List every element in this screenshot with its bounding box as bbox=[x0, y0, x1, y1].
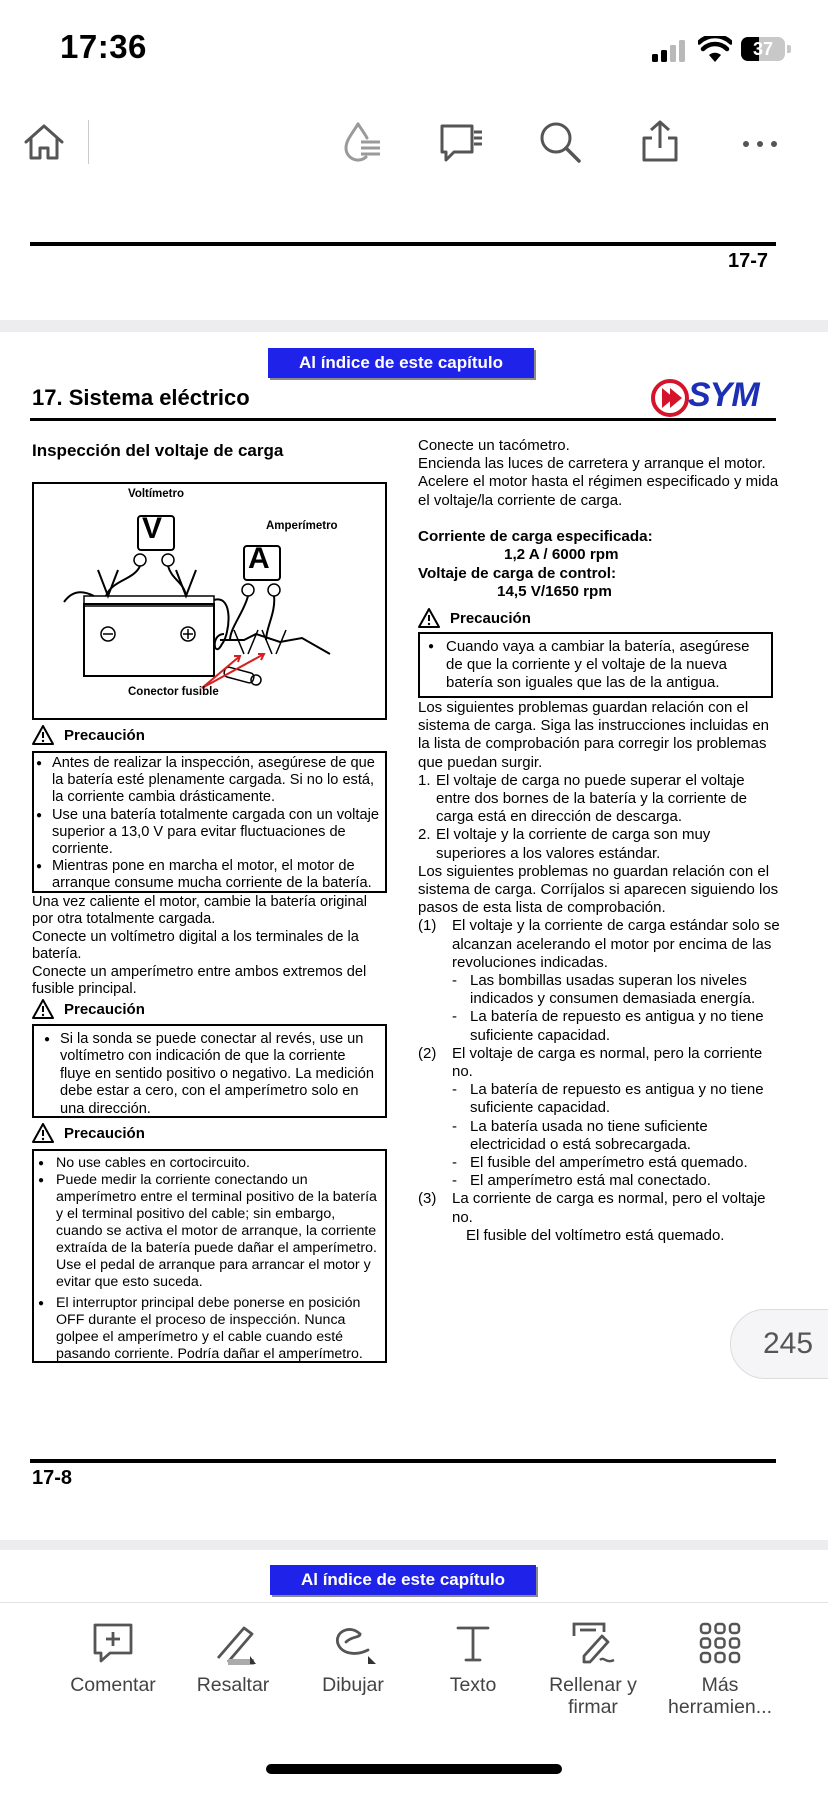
dash-marker: - bbox=[452, 1172, 457, 1190]
item-text: El voltaje y la corriente de carga estándar solo se alcanzan acelerando el motor por encima de las revoluciones indicadas. bbox=[452, 917, 780, 971]
draw-icon bbox=[330, 1620, 376, 1666]
spec-current-label: Corriente de carga especificada: bbox=[418, 528, 653, 545]
item-number: 2. bbox=[418, 826, 431, 844]
caution-item: ● Cuando vaya a cambiar la batería, asegúrese de que la corriente y el voltaje de la nueva batería son iguales que las de la antigua. bbox=[428, 638, 765, 692]
item-number: (3) bbox=[418, 1190, 437, 1208]
dash-marker: - bbox=[452, 972, 457, 990]
caution-list-1 bbox=[36, 755, 383, 893]
paragraph: Conecte un amperímetro entre ambos extremos del fusible principal. bbox=[32, 963, 367, 998]
caution-heading-right bbox=[418, 608, 531, 628]
fill-sign-tool-label: Rellenar y firmar bbox=[549, 1674, 637, 1718]
sub-item bbox=[418, 1154, 780, 1172]
caution-title-right: Precaución bbox=[450, 609, 531, 627]
page-bottom-number: 17-8 bbox=[32, 1467, 73, 1489]
caution-item: ● El interruptor principal debe ponerse en posición OFF durante el proceso de inspección. Nunca golpee el amperímetro y el cable cuando esté pasando corriente. Podría dañar el amperímetro. bbox=[38, 1295, 379, 1363]
sub-item-text: Las bombillas usadas superan los niveles indicados y consumen demasiada energía. bbox=[470, 972, 756, 1008]
item-text: El voltaje de carga no puede superar el voltaje entre dos bornes de la batería y la corriente de carga está en dirección de descarga. bbox=[436, 771, 748, 826]
caution-box-1 bbox=[32, 751, 387, 893]
item-number: (1) bbox=[418, 917, 437, 935]
comment-tool[interactable] bbox=[58, 1620, 168, 1696]
fuse-connector-label: Conector fusible bbox=[128, 686, 219, 698]
sym-logo bbox=[650, 378, 778, 418]
draw-tool-label: Dibujar bbox=[322, 1674, 384, 1696]
caution-title-3: Precaución bbox=[64, 1124, 145, 1142]
item-number: 1. bbox=[418, 771, 431, 789]
caution-list-3 bbox=[38, 1155, 379, 1363]
caution-item: ● No use cables en cortocircuito. bbox=[38, 1155, 379, 1172]
page-top-number: 17-7 bbox=[728, 250, 769, 272]
page-gap bbox=[0, 320, 828, 332]
sub-item-text: La batería usada no tiene suficiente electricidad o está sobrecargada. bbox=[470, 1117, 708, 1153]
sub-item bbox=[418, 1118, 780, 1154]
sub-item bbox=[418, 972, 780, 1008]
search-icon[interactable] bbox=[536, 118, 584, 166]
item-number: (2) bbox=[418, 1044, 437, 1062]
text-icon bbox=[450, 1620, 496, 1666]
caution-title-2: Precaución bbox=[64, 1000, 145, 1018]
spec-voltage-value: 14,5 V/1650 rpm bbox=[497, 583, 612, 600]
item-text: El voltaje y la corriente de carga son muy superiores a los valores estándar. bbox=[436, 826, 711, 862]
fill-sign-tool[interactable] bbox=[538, 1620, 648, 1718]
caution-heading-1 bbox=[32, 725, 145, 745]
more-icon[interactable] bbox=[736, 118, 784, 166]
page-bottom-rule bbox=[30, 1459, 776, 1463]
battery-icon bbox=[741, 37, 791, 61]
status-time: 17:36 bbox=[60, 28, 147, 65]
item-text: El voltaje de carga es normal, pero la corriente no. bbox=[452, 1044, 763, 1081]
fill-sign-icon bbox=[570, 1620, 616, 1666]
dash-marker: - bbox=[452, 1117, 457, 1135]
paragraph: Una vez caliente el motor, cambie la batería original por otra totalmente cargada. bbox=[32, 894, 368, 928]
numbered-item bbox=[418, 826, 780, 862]
caution-item: ● Use una batería totalmente cargada con un voltaje superior a 13,0 V para evitar fluctuaciones de corriente. bbox=[36, 807, 383, 859]
home-icon[interactable] bbox=[20, 118, 68, 166]
charging-diagram bbox=[32, 482, 387, 720]
caution-list-right bbox=[428, 638, 765, 692]
comment-add-icon bbox=[90, 1620, 136, 1666]
sub-item bbox=[418, 1008, 780, 1044]
numbered-item bbox=[418, 1045, 780, 1081]
caution-box-2 bbox=[32, 1024, 387, 1118]
caution-heading-3 bbox=[32, 1123, 145, 1143]
paragraph: Los siguientes problemas no guardan relación con el sistema de carga. Corríjalos si aparecen siguiendo los pasos de esta lista de comprobación. bbox=[418, 862, 779, 917]
paragraph: Los siguientes problemas guardan relación con el sistema de carga. Siga las instrucciones incluidas en la lista de comprobación para corregir los problemas que puedan surgir. bbox=[418, 699, 770, 771]
dash-marker: - bbox=[452, 1154, 457, 1172]
comment-tool-label: Comentar bbox=[70, 1674, 156, 1696]
text-tool-label: Texto bbox=[449, 1674, 497, 1696]
home-indicator bbox=[266, 1764, 562, 1774]
spec-current-value: 1,2 A / 6000 rpm bbox=[504, 546, 619, 563]
grid-icon bbox=[697, 1620, 743, 1666]
more-tools-label: Más herramien... bbox=[667, 1674, 773, 1718]
caution-box-3 bbox=[32, 1149, 387, 1363]
cellular-signal-icon bbox=[652, 40, 686, 67]
spec-voltage-label: Voltaje de carga de control: bbox=[418, 565, 617, 582]
right-body bbox=[418, 699, 780, 1245]
page-top-rule bbox=[30, 242, 776, 246]
sym-logo-text: SYM bbox=[688, 376, 759, 414]
caution-title-1: Precaución bbox=[64, 726, 145, 744]
warning-icon bbox=[418, 608, 440, 628]
highlight-tool-label: Resaltar bbox=[196, 1674, 270, 1696]
chapter-index-button[interactable]: Al índice de este capítulo bbox=[268, 348, 534, 378]
text-tool[interactable] bbox=[418, 1620, 528, 1696]
warning-icon bbox=[32, 1123, 54, 1143]
item-extra: El fusible del voltímetro está quemado. bbox=[466, 1226, 725, 1244]
sub-item-text: La batería de repuesto es antigua y no tiene suficiente capacidad. bbox=[470, 1008, 764, 1044]
share-icon[interactable] bbox=[636, 118, 684, 166]
page-number-text: 245 bbox=[763, 1327, 814, 1360]
caution-box-right bbox=[418, 632, 773, 698]
dash-marker: - bbox=[452, 1081, 457, 1099]
wifi-icon bbox=[698, 36, 732, 67]
caution-item: ● Puede medir la corriente conectando un amperímetro entre el terminal positivo de la batería y el terminal positivo del cable; sin embargo, cuando se activa el motor de arranque, la corriente extraída de la batería puede dañar el amperímetro. Use el pedal de arranque para arrancar el motor y evitar que esto suceda. bbox=[38, 1172, 379, 1291]
highlight-tool[interactable] bbox=[178, 1620, 288, 1696]
droplet-icon[interactable] bbox=[336, 118, 384, 166]
chapter-rule bbox=[30, 418, 776, 421]
draw-tool[interactable] bbox=[298, 1620, 408, 1696]
warning-icon bbox=[32, 999, 54, 1019]
more-tools[interactable] bbox=[658, 1620, 782, 1718]
sub-item-text: La batería de repuesto es antigua y no tiene suficiente capacidad. bbox=[470, 1081, 764, 1117]
battery-level: 37 bbox=[752, 39, 774, 59]
ammeter-letter: A bbox=[248, 542, 270, 575]
numbered-item bbox=[418, 1190, 780, 1226]
numbered-item bbox=[418, 917, 780, 972]
caution-item: ● Antes de realizar la inspección, asegúrese de que la batería esté plenamente cargada. Si no lo está, la corriente cambia drásticamente. bbox=[36, 755, 383, 807]
chapter-index-button-next[interactable]: Al índice de este capítulo bbox=[270, 1565, 536, 1595]
voltmeter-letter: V bbox=[142, 512, 163, 545]
left-paragraphs bbox=[32, 894, 390, 998]
chapter-title: 17. Sistema eléctrico bbox=[32, 385, 250, 410]
voltmeter-label: Voltímetro bbox=[128, 488, 185, 500]
page-gap bbox=[0, 1540, 828, 1550]
caution-item: ● Si la sonda se puede conectar al revés, use un voltímetro con indicación de que la corriente fluye en sentido positivo o negativo. La medición debe estar a cero, con el amperímetro solo en una dirección. bbox=[44, 1031, 379, 1118]
ammeter-label: Amperímetro bbox=[266, 520, 338, 532]
toolbar-divider bbox=[88, 120, 89, 164]
paragraph: Conecte un voltímetro digital a los terminales de la batería. bbox=[32, 928, 359, 963]
caution-heading-2 bbox=[32, 999, 145, 1019]
sub-item bbox=[418, 1081, 780, 1117]
numbered-item bbox=[418, 772, 780, 827]
sub-item bbox=[418, 1172, 780, 1190]
item-text: La corriente de carga es normal, pero el voltaje no. bbox=[452, 1190, 766, 1226]
warning-icon bbox=[32, 725, 54, 745]
highlighter-icon bbox=[210, 1620, 256, 1666]
section-title: Inspección del voltaje de carga bbox=[32, 441, 284, 460]
sub-item-text: El amperímetro está mal conectado. bbox=[470, 1172, 711, 1190]
right-intro: Conecte un tacómetro. Encienda las luces de carretera y arranque el motor. Acelere el motor hasta el régimen especificado y mida el voltaje/la corriente de carga. bbox=[418, 437, 779, 509]
page-number-badge[interactable] bbox=[730, 1309, 828, 1379]
dash-marker: - bbox=[452, 1008, 457, 1026]
sub-item-text: El fusible del amperímetro está quemado. bbox=[470, 1154, 748, 1172]
comment-list-icon[interactable] bbox=[436, 118, 484, 166]
caution-list-2 bbox=[44, 1031, 379, 1118]
caution-item: ● Mientras pone en marcha el motor, el motor de arranque consume mucha corriente de la batería. bbox=[36, 858, 383, 892]
